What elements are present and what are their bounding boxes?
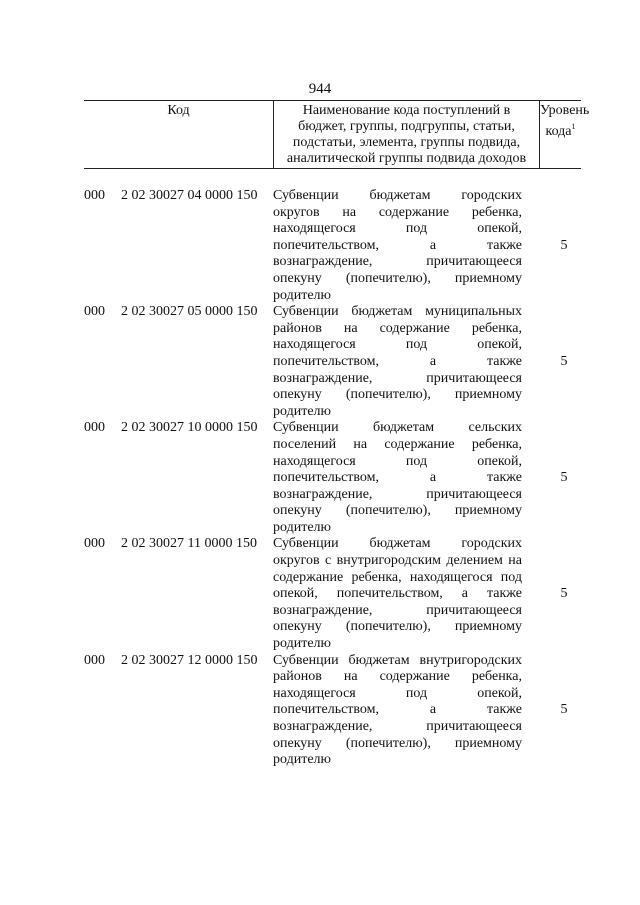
- table-row: [84, 188, 584, 304]
- admin-code: 000: [84, 536, 105, 552]
- description-line: попечительством, а также: [273, 237, 522, 253]
- description-line: находящегося под опекой,: [273, 337, 522, 353]
- description-line: родителю: [273, 403, 331, 419]
- code-level: 5: [560, 353, 568, 369]
- description-line: содержание ребенка, находящегося под: [273, 569, 522, 585]
- description-line: вознаграждение, причитающееся: [273, 602, 522, 618]
- description-line: родителю: [273, 519, 331, 535]
- code-description: [273, 653, 522, 769]
- description-line: попечительством, а также: [273, 702, 522, 718]
- description-line: вознаграждение, причитающееся: [273, 370, 522, 386]
- code-description: [273, 304, 522, 420]
- footnote-marker: 1: [571, 122, 576, 131]
- admin-code: 000: [84, 420, 105, 436]
- description-line: опекуну (попечителю), приемному: [273, 387, 522, 403]
- description-line: вознаграждение, причитающееся: [273, 486, 522, 502]
- header-level-line: [540, 119, 581, 140]
- budget-code: 2 02 30027 11 0000 150: [121, 536, 257, 552]
- description-line: районов на содержание ребенка,: [273, 669, 522, 685]
- description-line: вознаграждение, причитающееся: [273, 254, 522, 270]
- table-header: [84, 100, 590, 169]
- code-level: 5: [560, 702, 568, 718]
- description-line: находящегося под опекой,: [273, 685, 522, 701]
- table-row: [84, 304, 584, 420]
- table-row: [84, 420, 584, 536]
- page-number: 944: [308, 81, 332, 97]
- description-line: опекуну (попечителю), приемному: [273, 503, 522, 519]
- header-level-line: Уровень: [540, 103, 590, 118]
- description-line: районов на содержание ребенка,: [273, 320, 522, 336]
- description-line: Субвенции бюджетам сельских: [273, 420, 522, 436]
- budget-code: 2 02 30027 05 0000 150: [121, 304, 258, 320]
- budget-code: 2 02 30027 12 0000 150: [121, 652, 258, 668]
- header-name-line: Наименование кода поступлений в: [302, 103, 511, 118]
- budget-code: 2 02 30027 10 0000 150: [121, 420, 258, 436]
- header-level-text: кода: [545, 124, 572, 139]
- admin-code: 000: [84, 304, 105, 320]
- description-line: родителю: [273, 287, 331, 303]
- description-line: попечительством, а также: [273, 353, 522, 369]
- code-level: 5: [560, 470, 568, 486]
- description-line: Субвенции бюджетам городских: [273, 188, 522, 203]
- header-name-line: бюджет, группы, подгруппы, статьи,: [298, 119, 515, 134]
- description-line: вознаграждение, причитающееся: [273, 719, 522, 734]
- code-level: 5: [560, 237, 568, 253]
- description-line: родителю: [273, 636, 331, 652]
- header-code: Код: [167, 103, 190, 118]
- description-line: Субвенции бюджетам муниципальных: [273, 304, 522, 320]
- description-line: округов с внутригородским делением на: [273, 553, 522, 569]
- header-name-line: подстатьи, элемента, группы подвида,: [292, 135, 521, 150]
- table-row: [84, 536, 584, 652]
- code-description: [273, 536, 522, 652]
- description-line: попечительством, а также: [273, 470, 522, 486]
- admin-code: 000: [84, 188, 105, 203]
- code-description: [273, 420, 522, 536]
- description-line: округов на содержание ребенка,: [273, 204, 522, 220]
- description-line: опекой, попечительством, а также: [273, 586, 522, 602]
- code-level: 5: [560, 586, 568, 602]
- admin-code: 000: [84, 652, 105, 668]
- code-description: [273, 188, 522, 304]
- header-level: [540, 101, 590, 168]
- budget-code: 2 02 30027 04 0000 150: [121, 188, 258, 203]
- description-line: опекуну (попечителю), приемному: [273, 735, 522, 751]
- table-row: [84, 653, 584, 769]
- description-line: находящегося под опекой,: [273, 221, 522, 237]
- description-line: Субвенции бюджетам городских: [273, 536, 522, 552]
- table-body: [84, 188, 584, 769]
- description-line: опекуну (попечителю), приемному: [273, 270, 522, 286]
- header-name-line: аналитической группы подвида доходов: [286, 151, 527, 166]
- description-line: находящегося под опекой,: [273, 453, 522, 469]
- description-line: поселений на содержание ребенка,: [273, 436, 522, 452]
- description-line: родителю: [273, 752, 331, 768]
- description-line: Субвенции бюджетам внутригородских: [273, 652, 522, 668]
- description-line: опекуну (попечителю), приемному: [273, 619, 522, 635]
- header-name: [273, 101, 540, 168]
